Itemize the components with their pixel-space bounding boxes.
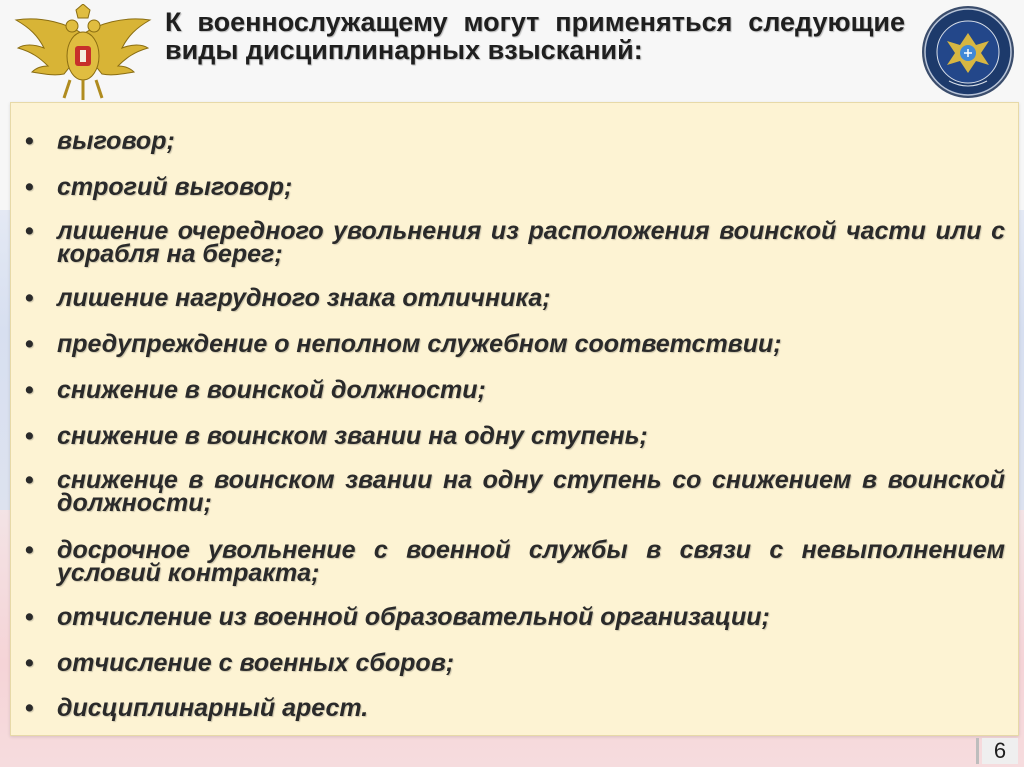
list-item bbox=[25, 536, 1005, 587]
list-item-text: отчисление из военной образовательной организации; bbox=[57, 603, 770, 631]
page-number-divider bbox=[976, 738, 979, 764]
list-item bbox=[25, 376, 1005, 404]
list-item bbox=[25, 422, 1005, 450]
list-item bbox=[25, 127, 1005, 155]
content-panel bbox=[10, 102, 1019, 736]
bullet: • bbox=[25, 649, 34, 677]
list-item bbox=[25, 284, 1005, 312]
list-item-text: снижение в воинской должности; bbox=[57, 376, 486, 404]
bullet: • bbox=[25, 330, 34, 358]
page-title: К военнослужащему могут применяться следующие виды дисциплинарных взысканий: bbox=[165, 7, 905, 65]
list-item-text: лишение нагрудного знака отличника; bbox=[57, 284, 551, 312]
bullet: • bbox=[25, 422, 34, 450]
bullet: • bbox=[25, 173, 34, 201]
academy-seal-icon bbox=[921, 5, 1015, 99]
list-item-text: досрочное увольнение с военной службы в связи с невыполнением условий контракта; bbox=[57, 536, 1005, 587]
list-item bbox=[25, 217, 1005, 268]
list-item-text: дисциплинарный арест. bbox=[57, 694, 369, 722]
bullet: • bbox=[25, 694, 34, 722]
list-item bbox=[25, 694, 1005, 722]
list-item-text: сниженце в воинском звании на одну ступень со снижением в воинской должности; bbox=[57, 466, 1005, 517]
page-number: 6 bbox=[982, 738, 1018, 764]
bullet: • bbox=[25, 127, 34, 155]
list-item bbox=[25, 649, 1005, 677]
list-item bbox=[25, 173, 1005, 201]
double-headed-eagle-icon bbox=[8, 4, 158, 104]
bullet: • bbox=[25, 466, 34, 494]
bullet: • bbox=[25, 603, 34, 631]
bullet: • bbox=[25, 376, 34, 404]
bullet: • bbox=[25, 217, 34, 245]
list-item-text: снижение в воинском звании на одну ступень; bbox=[57, 422, 648, 450]
bullet: • bbox=[25, 284, 34, 312]
list-item-text: выговор; bbox=[57, 127, 175, 155]
list-item-text: строгий выговор; bbox=[57, 173, 293, 201]
list-item-text: лишение очередного увольнения из расположения воинской части или с корабля на берег; bbox=[57, 217, 1005, 268]
list-item bbox=[25, 603, 1005, 631]
bullet: • bbox=[25, 536, 34, 564]
list-item-text: отчисление с военных сборов; bbox=[57, 649, 455, 677]
list-item-text: предупреждение о неполном служебном соответствии; bbox=[57, 330, 782, 358]
list-item bbox=[25, 330, 1005, 358]
list-item bbox=[25, 466, 1005, 517]
slide-header bbox=[0, 0, 1024, 100]
